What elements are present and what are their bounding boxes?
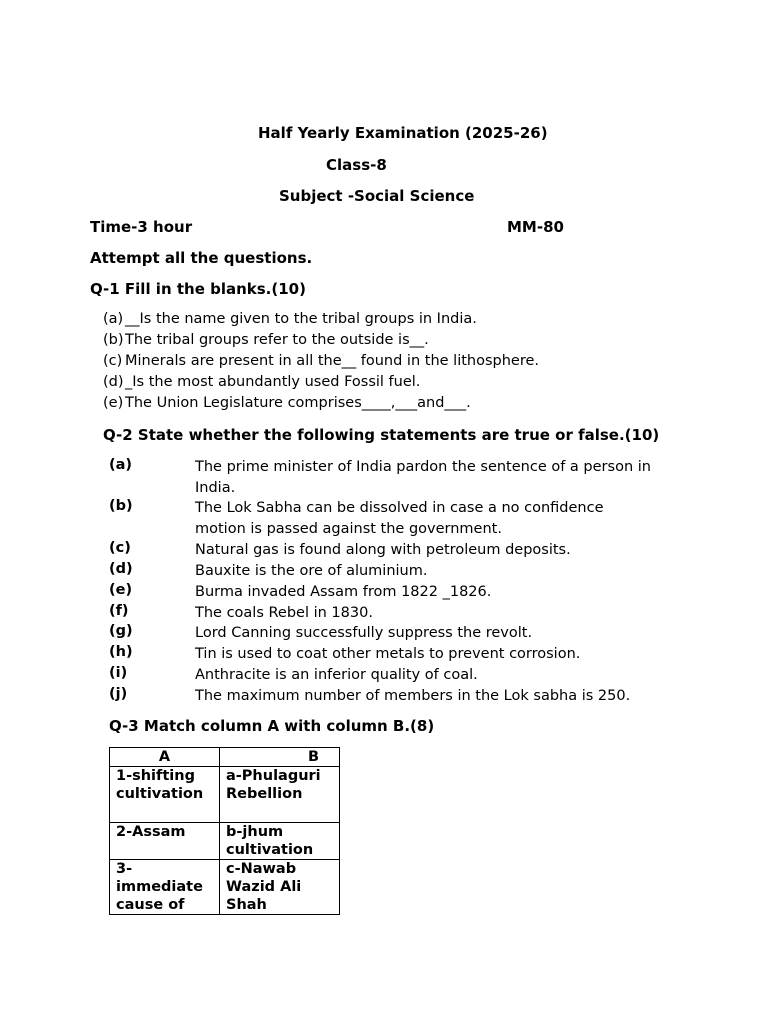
q2-item-text: Lord Canning successfully suppress the revolt.	[195, 625, 533, 641]
column-b-header: B	[220, 748, 340, 767]
q2-item-label: (e)	[109, 582, 133, 598]
match-table	[109, 747, 340, 915]
table-row	[110, 823, 340, 860]
q1-item	[103, 395, 471, 411]
q1-item	[103, 353, 539, 369]
q2-item-text: Burma invaded Assam from 1822 _1826.	[195, 584, 492, 600]
column-a-header: A	[110, 748, 220, 767]
q1-item	[103, 311, 477, 327]
q1-item-text: The Union Legislature comprises____,___and___.	[125, 395, 471, 411]
table-row	[110, 860, 340, 915]
column-b-cell: b-jhum cultivation	[220, 823, 340, 860]
time-label: Time-3 hour	[90, 218, 193, 236]
column-b-cell: a-Phulaguri Rebellion	[220, 767, 340, 823]
max-marks-label: MM-80	[507, 218, 564, 236]
q2-item-text: Tin is used to coat other metals to prevent corrosion.	[195, 646, 581, 662]
q1-heading: Q-1 Fill in the blanks.(10)	[90, 280, 306, 298]
instruction-text: Attempt all the questions.	[90, 249, 313, 267]
q1-item	[103, 374, 420, 390]
q1-item-text: Minerals are present in all the__ found in the lithosphere.	[125, 353, 540, 369]
q2-item-text: Natural gas is found along with petroleum deposits.	[195, 542, 571, 558]
q1-item-label: (a)	[103, 311, 124, 327]
q3-heading: Q-3 Match column A with column B.(8)	[109, 717, 435, 735]
q2-item-label: (i)	[109, 665, 128, 681]
q2-item-text: Bauxite is the ore of aluminium.	[195, 563, 428, 579]
q1-item-label: (e)	[103, 395, 124, 411]
table-row	[110, 767, 340, 823]
class-label: Class-8	[326, 156, 387, 174]
q2-item-text: Anthracite is an inferior quality of coal.	[195, 667, 478, 683]
q1-item-text: The tribal groups refer to the outside is__.	[125, 332, 429, 348]
exam-title: Half Yearly Examination (2025-26)	[258, 124, 548, 142]
column-a-cell: 3-immediate cause of	[110, 860, 220, 915]
q1-item-label: (d)	[103, 374, 124, 390]
q1-item	[103, 332, 429, 348]
q2-heading: Q-2 State whether the following statements are true or false.(10)	[103, 426, 660, 444]
column-a-cell: 2-Assam	[110, 823, 220, 860]
q1-item-label: (c)	[103, 353, 123, 369]
q2-item-label: (b)	[109, 498, 133, 514]
q2-item-text: The prime minister of India pardon the sentence of a person in India.	[195, 459, 651, 496]
q2-item-label: (d)	[109, 561, 133, 577]
q2-item-text: The Lok Sabha can be dissolved in case a no confidence motion is passed against the government.	[195, 500, 604, 537]
q2-item-label: (a)	[109, 457, 133, 473]
q2-item-text: The maximum number of members in the Lok sabha is 250.	[195, 688, 631, 704]
q2-item-text: The coals Rebel in 1830.	[195, 605, 373, 621]
q2-item-label: (g)	[109, 623, 133, 639]
q2-item-label: (j)	[109, 686, 128, 702]
column-a-cell: 1-shifting cultivation	[110, 767, 220, 823]
q1-item-label: (b)	[103, 332, 124, 348]
q2-item-label: (c)	[109, 540, 131, 556]
column-b-cell: c-Nawab Wazid Ali Shah	[220, 860, 340, 915]
q1-item-text: _Is the most abundantly used Fossil fuel.	[125, 374, 421, 390]
subject-label: Subject -Social Science	[279, 187, 475, 205]
table-header-row	[110, 748, 340, 767]
q2-item-label: (f)	[109, 603, 129, 619]
q1-item-text: __Is the name given to the tribal groups in India.	[125, 311, 477, 327]
q2-item-label: (h)	[109, 644, 133, 660]
